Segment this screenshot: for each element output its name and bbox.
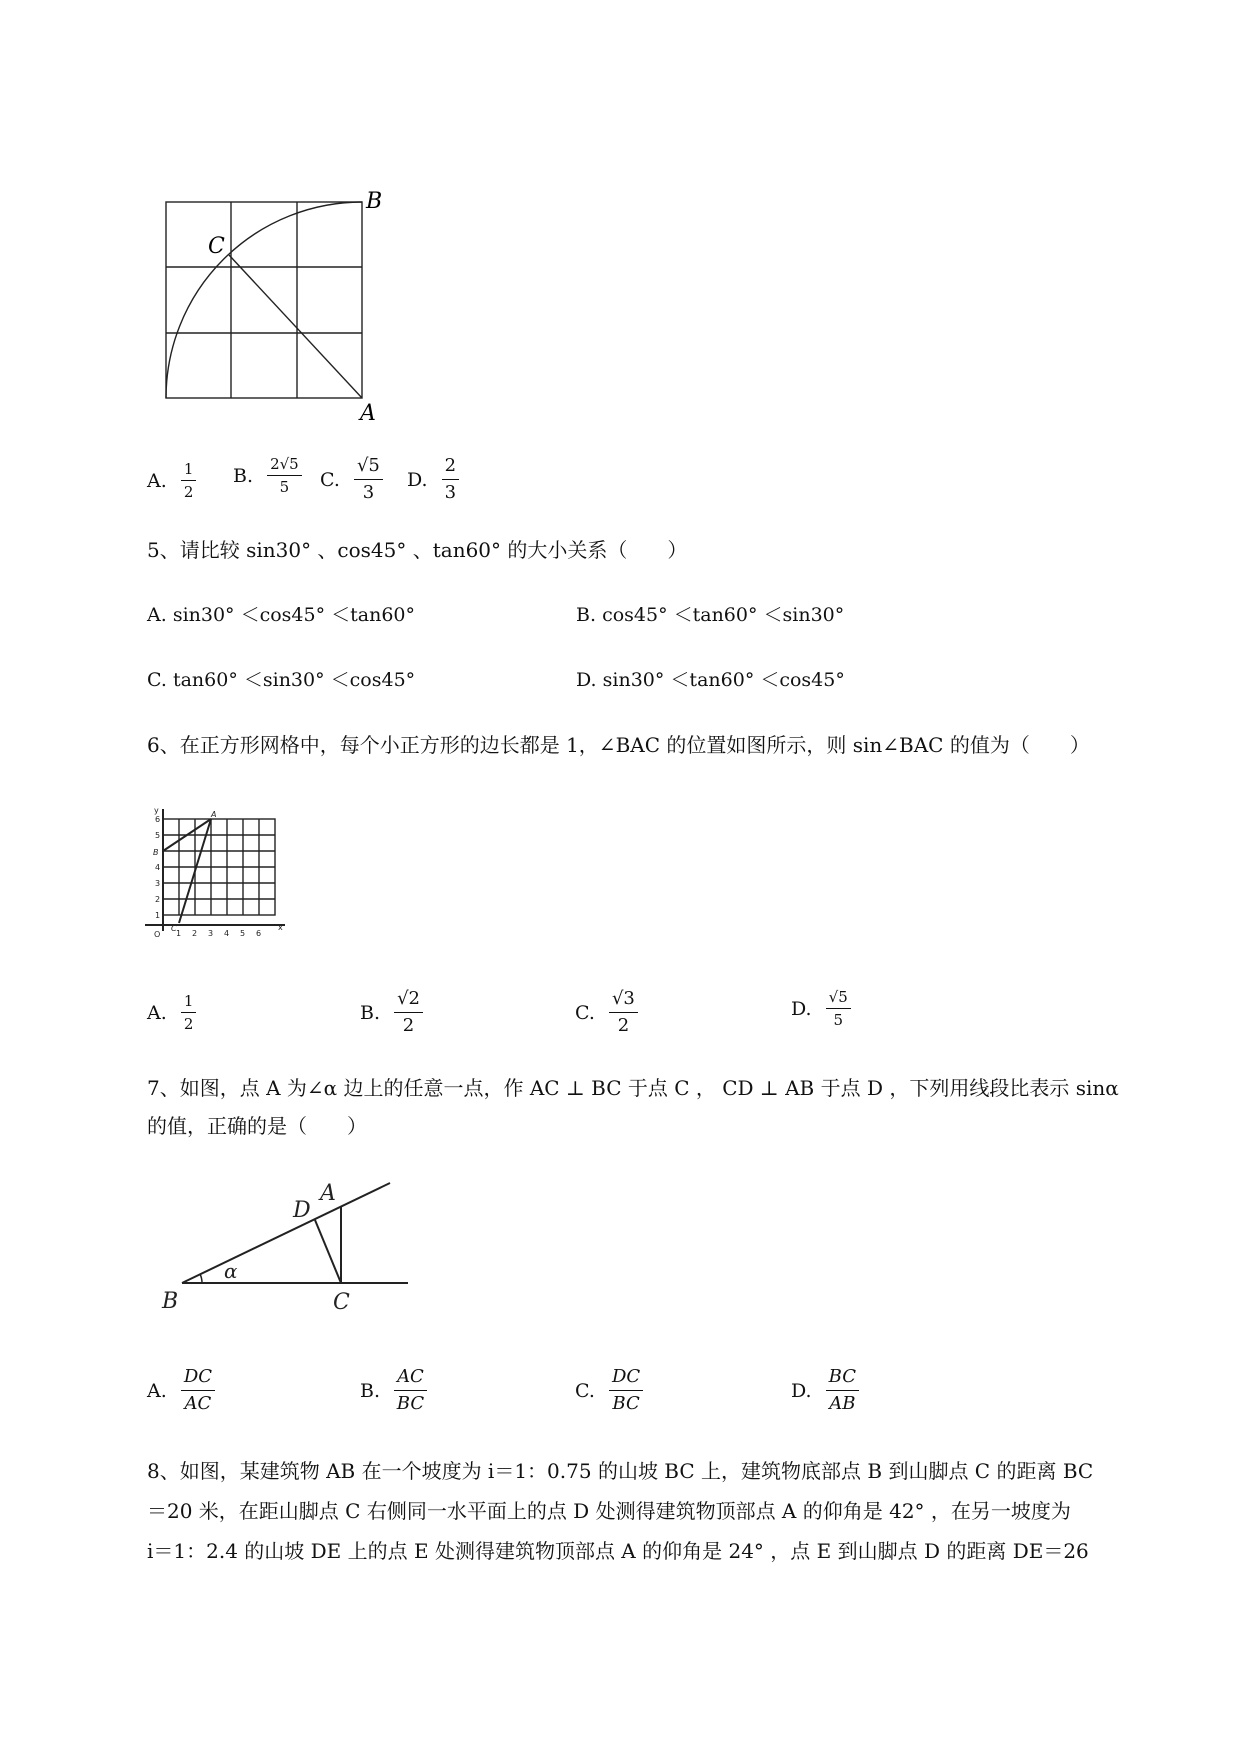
option-label: C. <box>320 468 340 491</box>
denominator: 2 <box>402 1015 415 1036</box>
fig4-label-c: C <box>208 234 225 259</box>
fraction <box>267 455 302 496</box>
q6-option-d[interactable] <box>791 988 851 1029</box>
q7-stem-line1: 7、如图，点 A 为∠α 边上的任意一点，作 AC ⊥ BC 于点 C ， CD ⊥ AB 于点 D ，下列用线段比表示 sinα <box>147 1076 1119 1100</box>
q5-option-d[interactable] <box>576 666 845 694</box>
numerator: √2 <box>394 988 423 1013</box>
fig6-xtick: 2 <box>192 929 198 938</box>
fraction <box>609 988 638 1037</box>
fraction <box>394 1366 427 1415</box>
fraction <box>609 1366 643 1415</box>
option-label: D. <box>791 997 812 1020</box>
option-text: sin30° ＜tan60° ＜cos45° <box>602 669 845 691</box>
q8-line2: ＝20 米，在距山脚点 C 右侧同一水平面上的点 D 处测得建筑物顶部点 A 的仰角是 42° ，在另一坡度为 <box>147 1499 1071 1523</box>
fig6-xtick: 6 <box>256 929 262 938</box>
option-label: C. <box>147 669 167 691</box>
denominator: 5 <box>833 1011 843 1029</box>
fig4-label-b: B <box>366 189 383 214</box>
fig6-label-x: x <box>278 923 283 932</box>
numerator: DC <box>609 1366 643 1391</box>
option-label: A. <box>147 1001 167 1024</box>
option-label: A. <box>147 1379 167 1402</box>
option-label: D. <box>407 468 428 491</box>
option-label: C. <box>575 1001 595 1024</box>
fraction <box>181 460 197 501</box>
fraction <box>394 988 423 1037</box>
numerator: √3 <box>609 988 638 1013</box>
fraction <box>181 1366 215 1415</box>
fraction <box>442 455 459 504</box>
denominator: BC <box>396 1393 425 1414</box>
numerator: √5 <box>354 455 383 480</box>
fraction <box>826 1366 859 1415</box>
q6-option-a[interactable] <box>147 992 196 1033</box>
denominator: 2 <box>617 1015 630 1036</box>
numerator: √5 <box>826 988 851 1009</box>
q8-line3: i＝1：2.4 的山坡 DE 上的点 E 处测得建筑物顶部点 A 的仰角是 24° ，点 E 到山脚点 D 的距离 DE＝26 <box>147 1539 1089 1563</box>
q4-option-c[interactable] <box>320 455 383 504</box>
fig6-ytick: 5 <box>155 831 161 840</box>
denominator: 2 <box>183 483 194 501</box>
numerator: DC <box>181 1366 215 1391</box>
fig4-label-a: A <box>360 401 376 426</box>
q6-option-c[interactable] <box>575 988 638 1037</box>
q7-figure <box>160 1180 420 1320</box>
option-text: sin30° ＜cos45° ＜tan60° <box>172 604 416 626</box>
fig6-label-c: C <box>171 924 177 933</box>
q7-option-a[interactable] <box>147 1366 215 1415</box>
fig7-label-alpha: α <box>224 1259 238 1283</box>
q4-option-a[interactable] <box>147 460 196 501</box>
denominator: 3 <box>444 482 457 503</box>
option-label: B. <box>360 1001 381 1024</box>
fig6-label-origin: O <box>154 930 161 939</box>
denominator: BC <box>612 1393 640 1414</box>
q6-figure <box>145 805 285 940</box>
q4-option-b[interactable] <box>233 455 302 496</box>
q5-stem: 5、请比较 sin30° 、cos45° 、tan60° 的大小关系（ ） <box>147 538 688 562</box>
fig6-xtick: 1 <box>176 929 182 938</box>
fig7-label-c: C <box>333 1290 350 1315</box>
fraction <box>354 455 383 504</box>
denominator: 3 <box>362 482 375 503</box>
fig6-label-b: B <box>153 848 159 857</box>
option-label: D. <box>791 1379 812 1402</box>
q7-option-d[interactable] <box>791 1366 859 1415</box>
fig7-label-b: B <box>162 1289 179 1314</box>
fig7-label-a: A <box>320 1181 336 1206</box>
option-label: A. <box>147 469 167 492</box>
denominator: 5 <box>279 478 290 496</box>
fig6-ytick: 4 <box>155 863 161 872</box>
q8-line1: 8、如图，某建筑物 AB 在一个坡度为 i＝1：0.75 的山坡 BC 上，建筑物底部点 B 到山脚点 C 的距离 BC <box>147 1459 1094 1483</box>
fig6-label-a: A <box>211 810 217 819</box>
fig7-label-d: D <box>293 1198 311 1223</box>
fig6-xtick: 5 <box>240 929 246 938</box>
option-label: C. <box>575 1379 595 1402</box>
q6-option-b[interactable] <box>360 988 423 1037</box>
fig6-xtick: 4 <box>224 929 230 938</box>
denominator: AC <box>184 1393 212 1414</box>
fig6-xtick: 3 <box>208 929 214 938</box>
fraction <box>181 992 197 1033</box>
fig6-ytick: 3 <box>155 879 161 888</box>
option-label: D. <box>576 669 597 691</box>
numerator: BC <box>826 1366 859 1391</box>
fig6-ytick: 1 <box>155 911 161 920</box>
option-text: tan60° ＜sin30° ＜cos45° <box>172 669 416 691</box>
q7-option-b[interactable] <box>360 1366 427 1415</box>
q5-option-b[interactable] <box>576 601 844 629</box>
numerator: 1 <box>181 992 197 1013</box>
numerator: AC <box>394 1366 427 1391</box>
fig6-ytick: 2 <box>155 895 161 904</box>
option-label: B. <box>576 604 597 626</box>
q7-stem-line2: 的值，正确的是（ ） <box>147 1114 367 1138</box>
option-label: A. <box>147 604 167 626</box>
q4-option-d[interactable] <box>407 455 459 504</box>
q5-option-a[interactable] <box>147 601 415 629</box>
fraction <box>826 988 851 1029</box>
fig6-ytick: 6 <box>155 815 161 824</box>
denominator: AB <box>829 1393 856 1414</box>
option-label: B. <box>233 464 254 487</box>
q5-option-c[interactable] <box>147 666 415 694</box>
numerator: 2√5 <box>267 455 302 476</box>
option-text: cos45° ＜tan60° ＜sin30° <box>602 604 845 626</box>
q7-option-c[interactable] <box>575 1366 643 1415</box>
numerator: 2 <box>442 455 459 480</box>
denominator: 2 <box>183 1015 194 1033</box>
q6-stem: 6、在正方形网格中，每个小正方形的边长都是 1，∠BAC 的位置如图所示，则 sin∠BAC 的值为（ ） <box>147 733 1090 757</box>
fig6-label-y: y <box>154 806 159 815</box>
option-label: B. <box>360 1379 381 1402</box>
numerator: 1 <box>181 460 197 481</box>
q4-figure <box>140 175 383 426</box>
